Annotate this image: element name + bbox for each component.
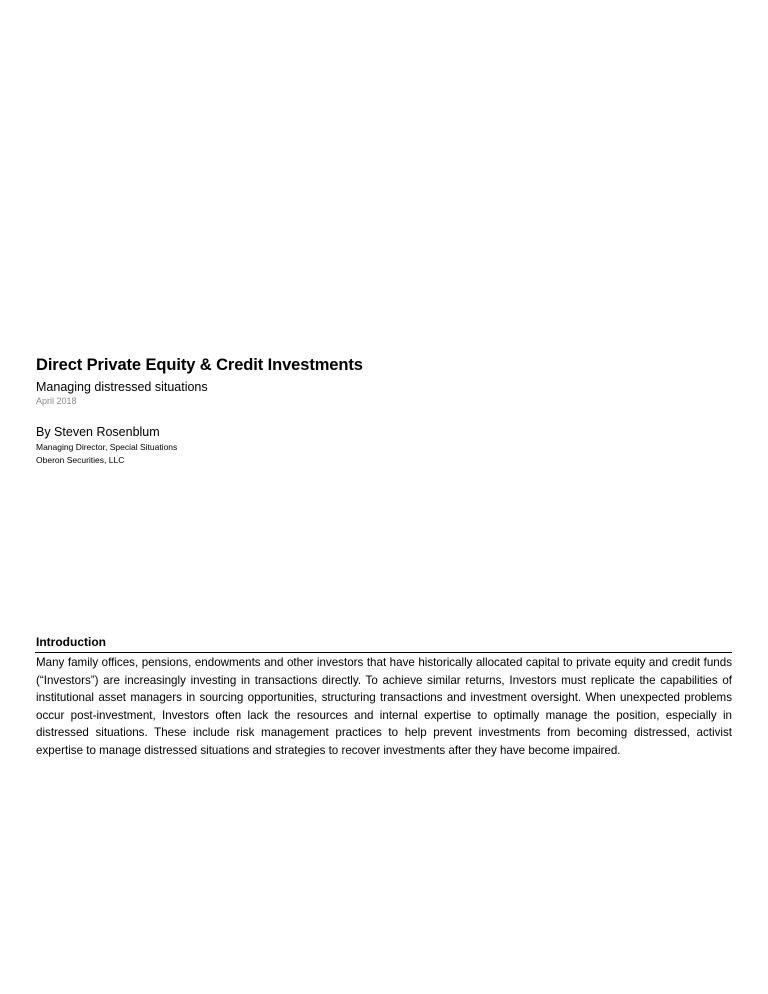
section-divider xyxy=(35,652,732,653)
document-subtitle: Managing distressed situations xyxy=(36,380,208,394)
document-date: April 2018 xyxy=(36,396,77,406)
document-title: Direct Private Equity & Credit Investments xyxy=(36,356,363,374)
author-company: Oberon Securities, LLC xyxy=(36,455,125,465)
introduction-paragraph: Many family offices, pensions, endowments and other investors that have historically allocated capital to private equity and credit funds (“Investors”) are increasingly investing in transactions directly. To achieve similar returns, Investors must replicate the capabilities of institutional asset managers in sourcing opportunities, structuring transactions and investment oversight. When unexpected problems occur post-investment, Investors often lack the resources and internal expertise to optimally manage the position, especially in distressed situations. These include risk management practices to help prevent investments from becoming distressed, activist expertise to manage distressed situations and strategies to recover investments after they have become impaired. xyxy=(36,656,732,757)
author-name: By Steven Rosenblum xyxy=(36,425,160,439)
author-role: Managing Director, Special Situations xyxy=(36,442,178,452)
introduction-heading: Introduction xyxy=(36,635,106,649)
